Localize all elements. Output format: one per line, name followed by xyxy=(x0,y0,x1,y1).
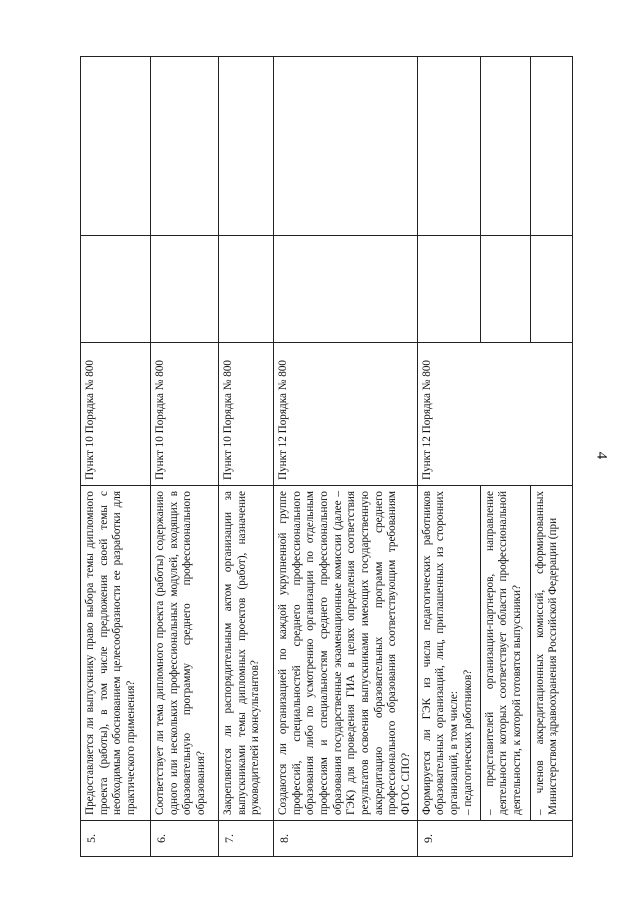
row-number: 9. xyxy=(417,821,572,857)
note-cell xyxy=(81,57,151,236)
question-cell xyxy=(417,486,480,821)
row-number: 6. xyxy=(151,821,219,857)
question-cell: Закрепляются ли распорядительным актом организации за выпускниками темы дипломных проектов (работ), назначение руководителей и консультантов? xyxy=(219,486,274,821)
question-sub: – педагогических работников? xyxy=(461,669,474,815)
note-cell xyxy=(274,57,418,236)
question-cell: – членов аккредитационных комиссий, сформированных Министерством здравоохранения Российской Федерации (при xyxy=(530,486,572,821)
reference-cell: Пункт 12 Порядка № 800 xyxy=(417,343,572,486)
rotated-table-container xyxy=(80,57,581,857)
table-row xyxy=(417,57,480,857)
page-number: 4 xyxy=(593,451,610,460)
row-number: 8. xyxy=(274,821,418,857)
answer-cell xyxy=(219,236,274,343)
answer-cell xyxy=(81,236,151,343)
question-cell: Создаются ли организацией по каждой укрупненной группе профессий, специальностей среднего профессионального образования либо по усмотрению организации по отдельным профессиям и специальностям среднего профессионального образования государственные экзаменационные комиссии (далее – ГЭК) для проведения ГИА в целях определения соответствия результатов освоения выпускниками имеющих государственную аккредитацию образовательных программ среднего профессионального образования соответствующим требованиям ФГОС СПО? xyxy=(274,486,418,821)
question-cell: – представителей организации-партнеров, направление деятельности которых соответствует области профессиональной деятельности, к которой готовятся выпускники? xyxy=(480,486,530,821)
note-cell xyxy=(417,57,480,236)
table-row xyxy=(81,57,151,857)
question-main: Формируется ли ГЭК из числа педагогических работников образовательных организаций, лиц, приглашенных из сторонних организаций, в том числе: xyxy=(420,491,460,815)
reference-cell: Пункт 12 Порядка № 800 xyxy=(274,343,418,486)
row-number: 7. xyxy=(219,821,274,857)
question-cell: Соответствует ли тема дипломного проекта (работы) содержанию одного или нескольких профессиональных модулей, входящих в образовательную программу среднего профессионального образования? xyxy=(151,486,219,821)
answer-cell xyxy=(274,236,418,343)
note-cell xyxy=(480,57,530,236)
reference-cell: Пункт 10 Порядка № 800 xyxy=(219,343,274,486)
table-row xyxy=(219,57,274,857)
note-cell xyxy=(219,57,274,236)
table-row xyxy=(151,57,219,857)
answer-cell xyxy=(480,236,530,343)
reference-cell: Пункт 10 Порядка № 800 xyxy=(151,343,219,486)
question-cell: Предоставляется ли выпускнику право выбора темы дипломного проекта (работы), в том числе предложения своей темы с необходимым обоснованием целесообразности ее разработки для практического применения? xyxy=(81,486,151,821)
document-page xyxy=(80,57,581,857)
row-number: 5. xyxy=(81,821,151,857)
table-row xyxy=(274,57,418,857)
note-cell xyxy=(151,57,219,236)
note-cell xyxy=(530,57,572,236)
answer-cell xyxy=(151,236,219,343)
reference-cell: Пункт 10 Порядка № 800 xyxy=(81,343,151,486)
checklist-table xyxy=(80,56,573,857)
answer-cell xyxy=(530,236,572,343)
answer-cell xyxy=(417,236,480,343)
